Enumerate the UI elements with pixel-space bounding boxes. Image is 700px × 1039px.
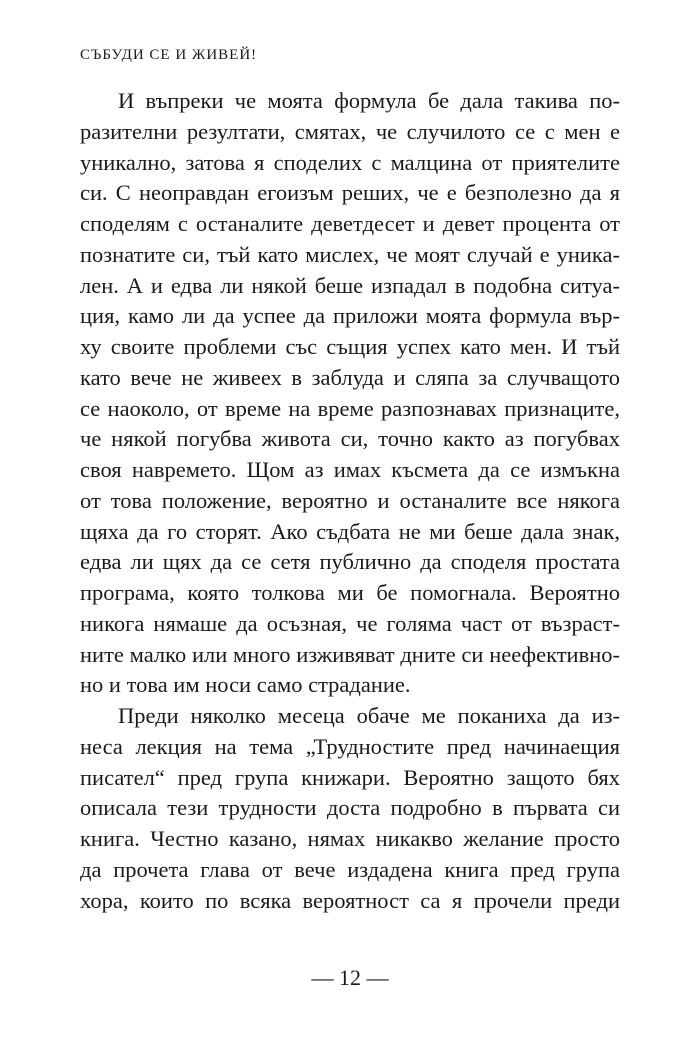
text-line: уникално, затова я споделих с малцина от приятелите <box>80 149 620 175</box>
body-text <box>80 86 620 916</box>
text-line: програма, която толкова ми бе помогнала. Вероятно <box>80 580 620 605</box>
text-line: хора, които по всяка вероятност са я прочели преди <box>80 887 620 913</box>
text-line: но и това им носи само страдание. <box>80 672 411 698</box>
text-line: ху своите проблеми със същия успех като мен. И тъй <box>80 334 620 359</box>
text-line: да прочета глава от вече издадена книга пред група <box>80 856 620 882</box>
text-line: едва ли щях да се сетя публично да споделя простата <box>80 549 620 575</box>
text-line: разителни резултати, смятах, че случилото се с мен е <box>80 118 620 144</box>
text-line: И въпреки че моята формула бе дала такива по- <box>118 88 620 113</box>
text-line: лен. А и едва ли някой беше изпадал в подобна ситуа- <box>80 272 620 298</box>
text-line: ция, камо ли да успее да приложи моята формула вър- <box>80 303 620 329</box>
text-line: неса лекция на тема „Трудностите пред начинаещия <box>80 733 620 759</box>
text-line: описала тези трудности доста подробно в първата си <box>80 795 620 821</box>
text-line: книга. Честно казано, нямах никакво желание просто <box>80 826 620 851</box>
text-line: никога нямаше да осъзная, че голяма част от възраст- <box>80 610 620 636</box>
text-line: като вече не живеех в заблуда и сляпа за случващото <box>80 364 620 390</box>
text-line: че някой погубва живота си, точно както аз погубвах <box>80 426 620 452</box>
running-head: СЪБУДИ СЕ И ЖИВЕЙ! <box>80 47 258 63</box>
page-number: — 12 — <box>311 965 389 990</box>
text-line: писател“ пред група книжари. Вероятно защото бях <box>80 764 620 790</box>
text-line: се наоколо, от време на време разпознавах признаците, <box>80 395 620 421</box>
text-line: си. С неоправдан егоизъм реших, че е безполезно да я <box>80 180 620 206</box>
text-line: щяха да го сторят. Ако съдбата не ми беше дала знак, <box>80 518 620 544</box>
text-line: своя навремето. Щом аз имах късмета да се измъкна <box>80 457 620 482</box>
text-line: споделям с останалите деветдесет и девет процента от <box>80 211 620 236</box>
text-line: от това положение, вероятно и останалите все някога <box>80 487 620 513</box>
text-line: познатите си, тъй като мислех, че моят случай е уника- <box>80 241 620 267</box>
text-line: ните малко или много изживяват дните си неефективно- <box>80 641 620 667</box>
text-line: Преди няколко месеца обаче ме поканиха да из- <box>118 703 620 728</box>
